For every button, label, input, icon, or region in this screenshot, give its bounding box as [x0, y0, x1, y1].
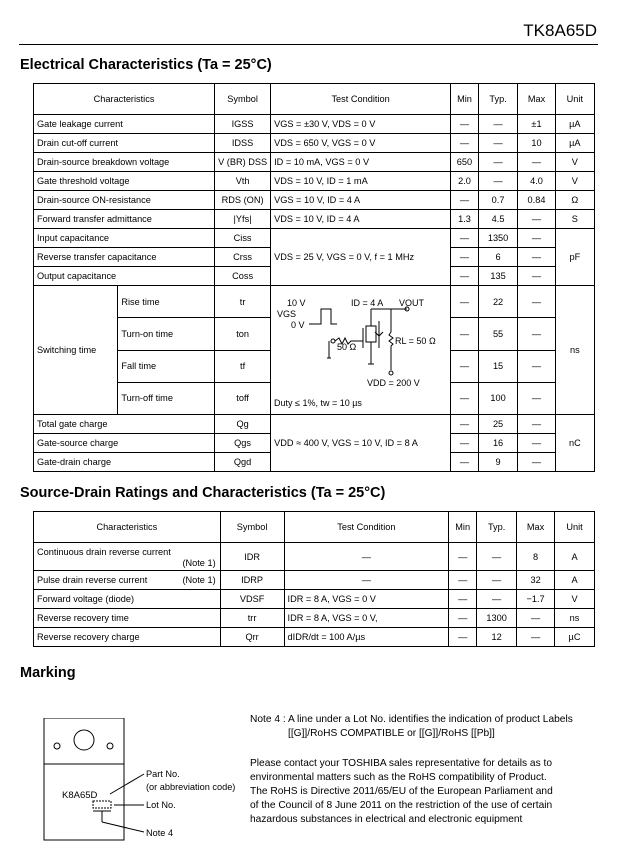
table-row: Gate threshold voltage Vth VDS = 10 V, ID = 1 mA 2.0 — 4.0 V: [34, 172, 595, 191]
table-row: Output capacitance Coss — 135 —: [34, 267, 595, 286]
table-row: Reverse transfer capacitance Crss — 6 —: [34, 248, 595, 267]
elec-table-body: [33, 83, 595, 472]
rohs-paragraph: Please contact your TOSHIBA sales representative for details as to environmental matters such as the RoHS compatibility of Product. The RoHS is Directive 2011/65/EU of the European Parliament and of the Council of 8 June 2011 on the restriction of the use of certain hazardous substances in electrical and electronic equipment: [250, 758, 553, 825]
table-row: Pulse drain reverse current (Note 1) IDRP — — — 32 A: [34, 571, 595, 590]
circuit-duty: Duty ≤ 1%, tw = 10 µs: [274, 398, 363, 408]
circuit-vout: VOUT: [399, 298, 425, 308]
switching-circuit: [271, 286, 451, 415]
cap-unit: pF: [555, 229, 594, 286]
table-row: Reverse recovery time trr IDR = 8 A, VGS = 0 V, — 1300 — ns: [34, 609, 595, 628]
switching-circuit-diagram: [271, 286, 450, 414]
sd-cond: (Ta = 25°C): [310, 485, 386, 501]
hdr-test-condition: Test Condition: [271, 84, 451, 115]
table-row: Fall time tf — 15 —: [34, 350, 595, 382]
table-row: Gate-drain charge Qgd — 9 —: [34, 453, 595, 472]
table-row: Forward transfer admittance |Yfs| VDS = 10 V, ID = 4 A 1.3 4.5 — S: [34, 210, 595, 229]
label-lot-no: Lot No.: [146, 800, 176, 810]
table-row: Gate-source charge Qgs — 16 —: [34, 434, 595, 453]
circuit-rl: RL = 50 Ω: [395, 336, 436, 346]
hdr-unit: Unit: [555, 84, 594, 115]
hdr-min: Min: [451, 84, 479, 115]
note4-text: Note 4 : A line under a Lot No. identifies the indication of product Labels [[G]]/RoHS COMPATIBLE or [[G]]/RoHS [[Pb]]: [250, 714, 573, 739]
table-row: Total gate charge Qg VDD ≈ 400 V, VGS = 10 V, ID = 8 A — 25 — nC: [34, 415, 595, 434]
elec-title: Electrical Characteristics: [20, 57, 194, 73]
sd-hdr-min: Min: [449, 512, 477, 543]
table-row: Continuous drain reverse current (Note 1) IDR — — — 8 A: [34, 543, 595, 571]
table-row: Drain-source breakdown voltage V (BR) DSS ID = 10 mA, VGS = 0 V 650 — — V: [34, 153, 595, 172]
header-rule: [19, 44, 598, 45]
hdr-symbol: Symbol: [215, 84, 271, 115]
part-number: TK8A65D: [523, 21, 597, 40]
sd-hdr-test: Test Condition: [284, 512, 449, 543]
sd-table: [33, 511, 595, 647]
table-row: Input capacitance Ciss VDS = 25 V, VGS = 0 V, f = 1 MHz — 1350 — pF: [34, 229, 595, 248]
gate-unit: nC: [555, 415, 594, 472]
sd-hdr-symbol: Symbol: [220, 512, 284, 543]
table-row: Drain-source ON-resistance RDS (ON) VGS = 10 V, ID = 4 A — 0.7 0.84 Ω: [34, 191, 595, 210]
label-part-no: Part No.: [146, 769, 180, 779]
elec-heading: [20, 57, 272, 73]
sd-hdr-unit: Unit: [555, 512, 595, 543]
marking-part: K8A65D: [62, 790, 98, 801]
circuit-vdd: VDD = 200 V: [367, 378, 420, 388]
switching-label: Switching time: [34, 286, 118, 415]
circuit-10v: 10 V: [287, 298, 306, 308]
circuit-vgs: VGS: [277, 309, 297, 319]
gate-condition: VDD ≈ 400 V, VGS = 10 V, ID = 8 A: [271, 415, 451, 472]
hdr-characteristics: Characteristics: [34, 84, 215, 115]
sd-title: Source-Drain Ratings and Characteristics: [20, 485, 307, 501]
table-row: Turn-off time toff — 100 —: [34, 382, 595, 414]
table-row: Switching time Rise time tr 10 V VGS 0 V ID = 4 A VOUT 50 Ω RL = 50 Ω VDD = 200 V Duty ≤ 1%, tw = 10 µs — 22 — ns: [34, 286, 595, 318]
hdr-max: Max: [518, 84, 555, 115]
table-row: Drain cut-off current IDSS VDS = 650 V, VGS = 0 V — — 10 µA: [34, 134, 595, 153]
table-row: Turn-on time ton — 55 —: [34, 318, 595, 350]
sd-hdr-characteristics: Characteristics: [34, 512, 221, 543]
table-row: Reverse recovery charge Qrr dIDR/dt = 100 A/µs — 12 — µC: [34, 628, 595, 647]
sd-hdr-max: Max: [517, 512, 555, 543]
sd-heading: [20, 485, 385, 501]
switching-unit: ns: [555, 286, 594, 415]
cap-condition: VDS = 25 V, VGS = 0 V, f = 1 MHz: [271, 229, 451, 286]
sd-hdr-typ: Typ.: [477, 512, 517, 543]
table-row: Gate leakage current IGSS VGS = ±30 V, VDS = 0 V — — ±1 µA: [34, 115, 595, 134]
circuit-0v: 0 V: [291, 320, 305, 330]
circuit-id: ID = 4 A: [351, 298, 384, 308]
circuit-lines: [309, 307, 409, 375]
label-abbr: (or abbreviation code): [146, 782, 236, 792]
table-row: Forward voltage (diode) VDSF IDR = 8 A, VGS = 0 V — — −1.7 V: [34, 590, 595, 609]
marking-title: Marking: [20, 665, 76, 681]
hdr-typ: Typ.: [478, 84, 517, 115]
elec-cond: (Ta = 25°C): [197, 57, 272, 73]
circuit-r50: 50 Ω: [337, 342, 357, 352]
label-note4: Note 4: [146, 828, 174, 838]
